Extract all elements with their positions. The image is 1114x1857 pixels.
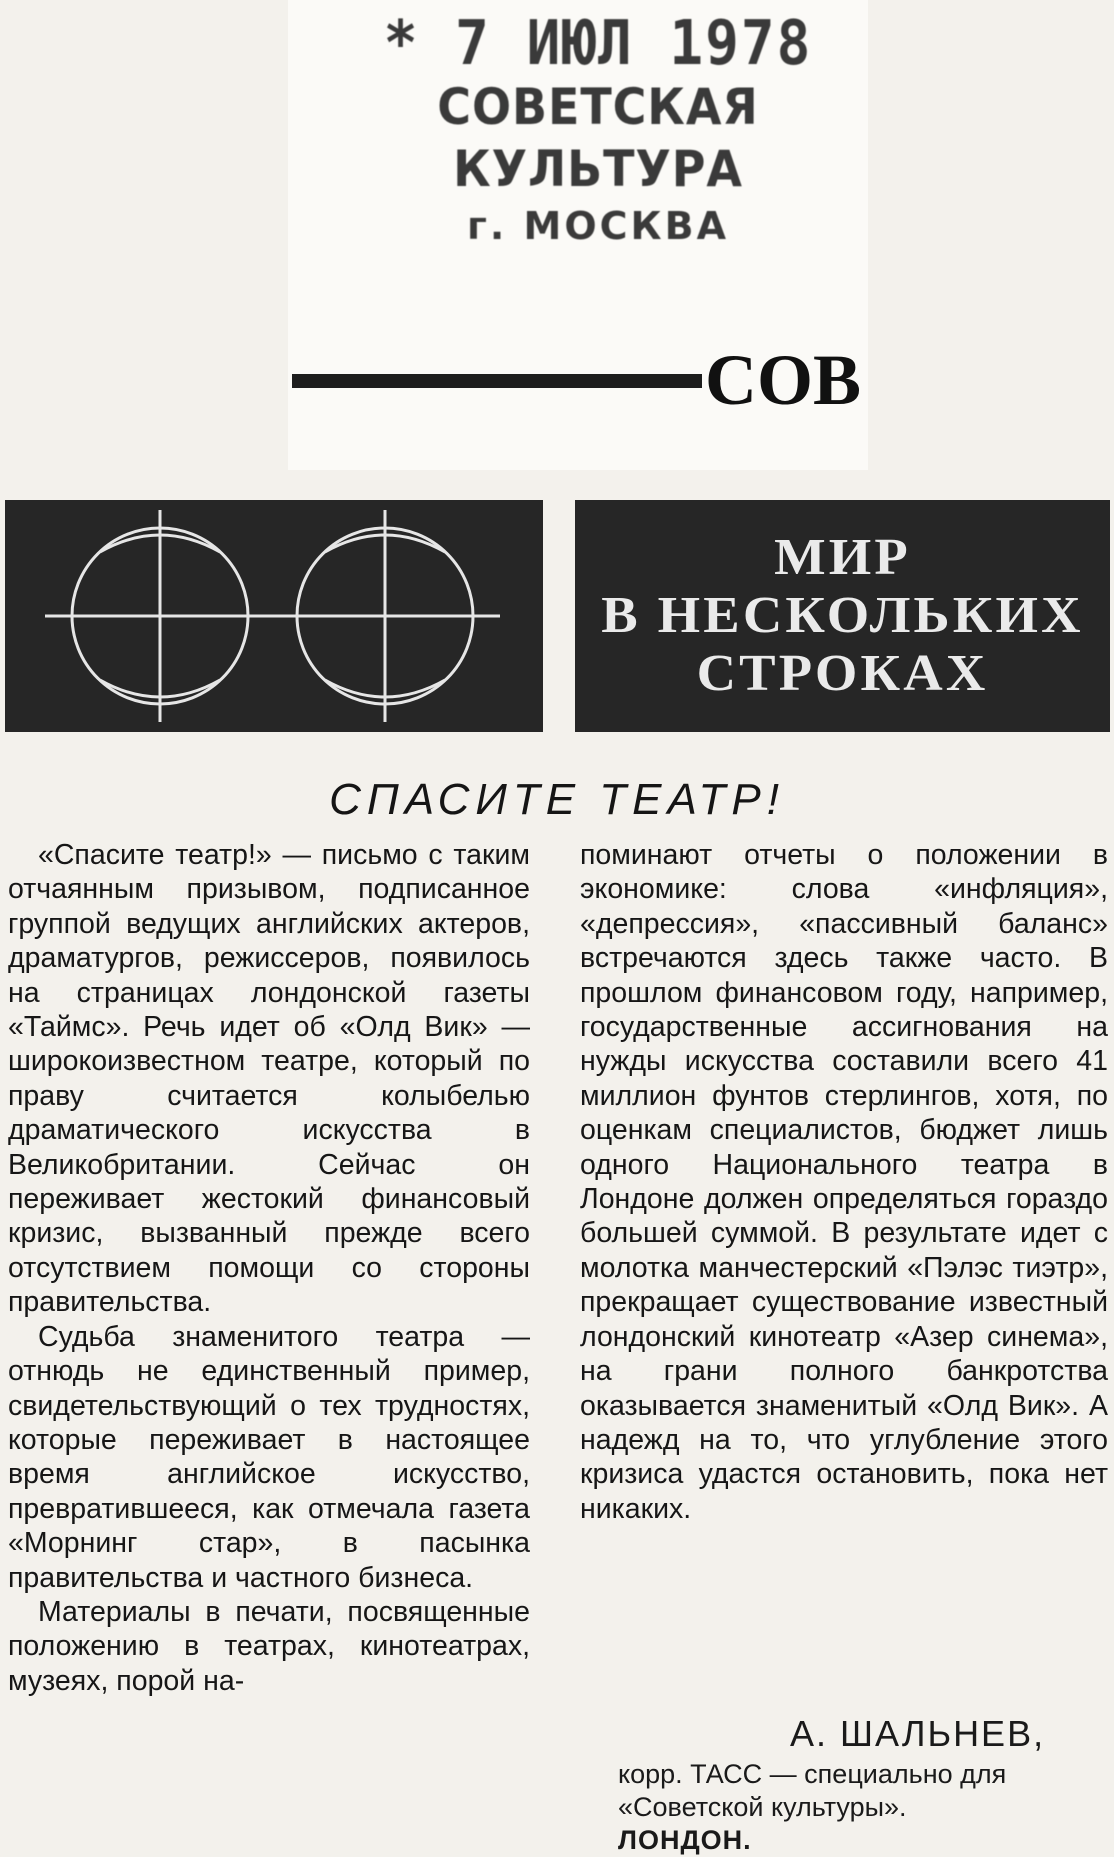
author-name: А. ШАЛЬНЕВ, bbox=[790, 1713, 1046, 1754]
article-column-right bbox=[580, 838, 1108, 1526]
article-paragraph: поминают отчеты о положении в экономике: слова «инфляция», «депрессия», «пассивный баланс» встречаются здесь также часто. В прошлом финансовом году, например, государственные ассигнования на нужды искусства составили всего 41 миллион фунтов стерлингов, хотя, по оценкам специалистов, бюджет лишь одного Национального театра в Лондоне должен определяться гораздо большей суммой. В результате идет с молотка манчестерский «Пэлэс тиэтр», прекращает существование известный лондонский кинотеатр «Азер синема», на грани полного банкротства оказывается знаменитый «Олд Вик». А надежд на то, что углубление этого кризиса удастся остановить, пока нет никаких. bbox=[580, 839, 1108, 1525]
dateline-city: ЛОНДОН. bbox=[618, 1825, 752, 1855]
archive-stamp bbox=[318, 7, 878, 252]
rubric-line-3: СТРОКАХ bbox=[696, 645, 989, 702]
stamp-city: г. МОСКВА bbox=[467, 204, 729, 248]
stamp-newspaper: СОВЕТСКАЯ КУЛЬТУРА bbox=[437, 78, 759, 198]
article-headline: СПАСИТЕ ТЕАТР! bbox=[329, 775, 785, 824]
rubric-line-2: В НЕСКОЛЬКИХ bbox=[601, 587, 1084, 644]
author-affiliation: корр. ТАСС — специально для «Советской культуры». bbox=[618, 1759, 1007, 1822]
globes-emblem bbox=[5, 500, 543, 732]
stamp-date: * 7 ИЮЛ 1978 bbox=[383, 7, 813, 80]
article-paragraph: Судьба знаменитого театра — отнюдь не единственный пример, свидетельствующий о тех трудностях, которые переживает в настоящее время английское искусство, превратившееся, как отмечала газета «Морнинг стар», в пасынка правительства и частного бизнеса. bbox=[8, 1320, 530, 1594]
article-column-left bbox=[8, 838, 530, 1698]
rubric-title bbox=[575, 500, 1110, 732]
rubric-line-1: МИР bbox=[774, 529, 911, 586]
article-paragraph: Материалы в печати, посвященные положению в театрах, кинотеатрах, музеях, порой на- bbox=[8, 1595, 530, 1697]
masthead-rule bbox=[292, 374, 702, 388]
author-credit bbox=[618, 1758, 1098, 1857]
globe-icon bbox=[5, 500, 543, 732]
masthead-fragment: СОВ bbox=[705, 340, 862, 420]
article-paragraph: «Спасите театр!» — письмо с таким отчаянным призывом, подписанное группой ведущих английских актеров, драматургов, режиссеров, появилось на страницах лондонской газеты «Таймс». Речь идет об «Олд Вик» — широкоизвестном театре, который по праву считается колыбелью драматического искусства в Великобритании. Сейчас он переживает жестокий финансовый кризис, вызванный прежде всего отсутствием помощи со стороны правительства. bbox=[8, 839, 530, 1319]
